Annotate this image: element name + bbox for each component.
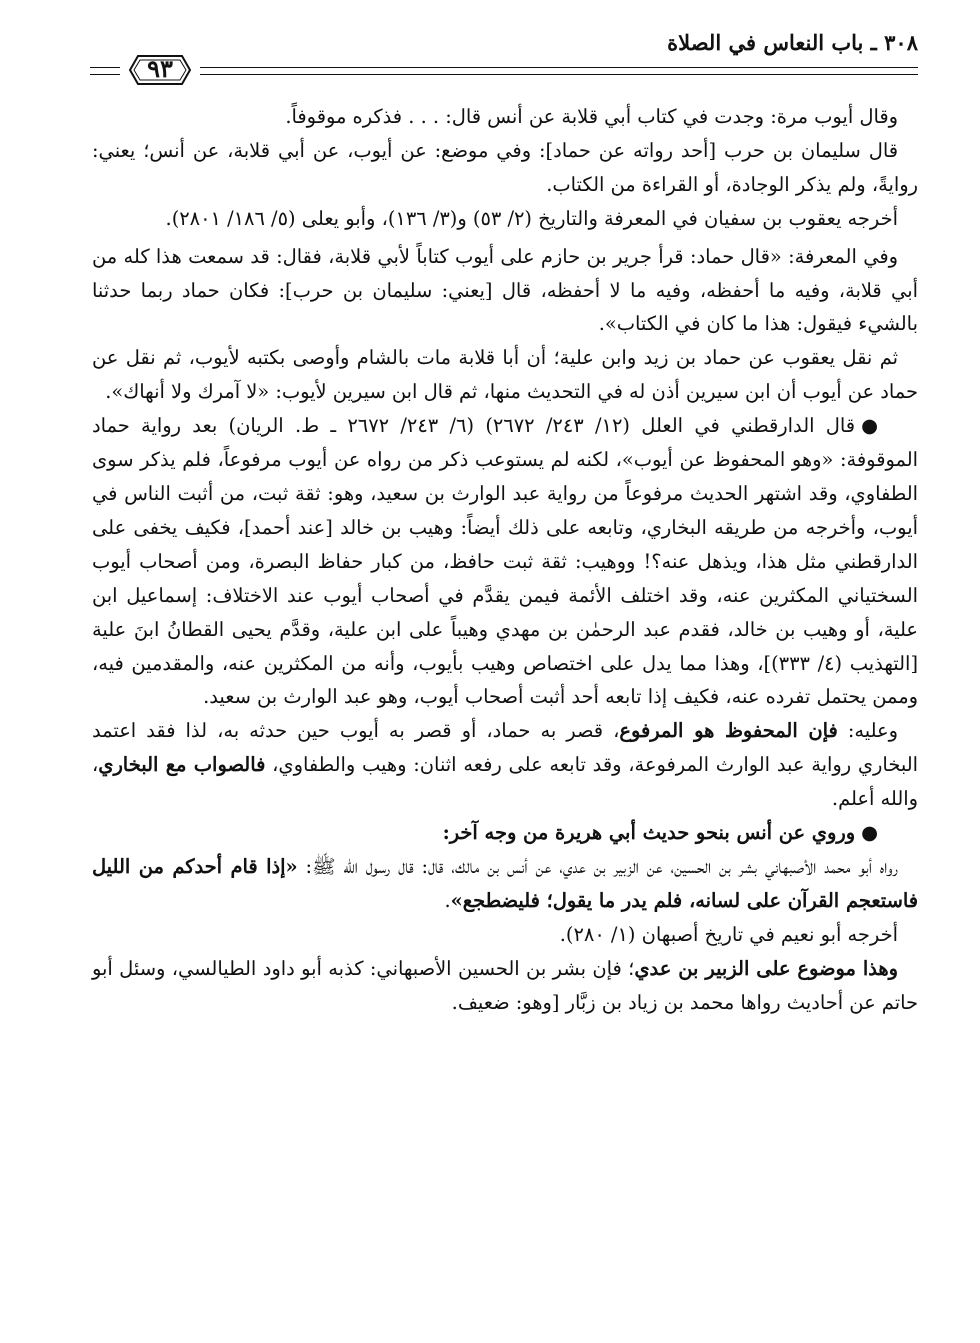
header-rule-left-top (90, 67, 120, 68)
paragraph-10: أخرجه أبو نعيم في تاريخ أصبهان (١/ ٢٨٠). (559, 922, 898, 946)
paragraph-7-emphasis-2: فالصواب مع البخاري (98, 753, 266, 777)
paragraph-7-emphasis-1: فإن المحفوظ هو المرفوع (619, 719, 838, 743)
paragraph-7-lead: وعليه: (837, 719, 898, 743)
header-rule-top (200, 67, 918, 68)
page-number-badge (122, 52, 198, 88)
paragraph-6 (92, 409, 918, 714)
body-text (92, 100, 918, 1019)
paragraph-11 (92, 952, 918, 1020)
paragraph-4: وفي المعرفة: «قال حماد: قرأ جرير بن حازم على أيوب كتاباً لأبي قلابة، فقال: قد سمعت هذا كله من أبي قلابة، وفيه ما أحفظه، وفيه ما لا أحفظه، قال [يعني: سليمان بن حرب]: فكان حماد ربما حدثنا بالشيء فيقول: هذا ما كان في الكتاب». (92, 244, 918, 336)
bullet-icon: ● (861, 821, 878, 845)
bullet-icon: ● (861, 414, 878, 438)
paragraph-6-text: قال الدارقطني في العلل (١٢/ ٢٤٣/ ٢٦٧٢) (٦/ ٢٤٣/ ٢٦٧٢ ـ ط. الريان) بعد رواية حماد الموقوفة: «وهو المحفوظ عن أيوب»، لكنه لم يستوعب ذكر من رواه عن أيوب مرفوعاً، فلم يذكر سوى الطفاوي، وقد اشتهر الحديث مرفوعاً من رواية عبد الوارث بن سعيد، وهو: ثقة ثبت، من أثبت الناس في أيوب، وأخرجه من طريقه البخاري، وتابعه على ذلك أيضاً: وهيب بن خالد [عند أحمد]، فكيف يخفى على الدارقطني مثل هذا، ويذهل عنه؟! ووهيب: ثقة ثبت حافظ، من كبار حفاظ البصرة، ومن أصحاب أيوب السختياني المكثرين عنه، وقد اختلف الأئمة فيمن يقدَّم في أصحاب أيوب عند الاختلاف: إسماعيل ابن علية، أو وهيب بن خالد، فقدم عبد الرحمٰن بن مهدي وهيباً على ابن علية، وقدَّم يحيى القطانُ ابنَ علية [التهذيب (٤/ ٣٣٣)]، وهذا مما يدل على اختصاص وهيب بأيوب، وأنه من المكثرين عنه، والمقدمين فيه، وممن يحتمل تفرده عنه، فكيف إذا تابعه أحد أثبت أصحاب أيوب، وهو عبد الوارث بن سعيد. (92, 414, 919, 709)
paragraph-7-middle: ، قصر به حماد، أو قصر به أيوب حين حدثه به، لذا فقد اعتمد البخاري رواية عبد الوارث المرفوعة، وقد تابعه على رفعه اثنان: وهيب والطفاوي، (92, 719, 918, 777)
section-heading: وروي عن أنس بنحو حديث أبي هريرة من وجه آخر: (442, 821, 856, 845)
hadith-quote: «إذا قام أحدكم من الليل فاستعجم القرآن على لسانه، فلم يدر ما يقول؛ فليضطجع» (92, 854, 918, 912)
paragraph-2: قال سليمان بن حرب [أحد رواته عن حماد]: وفي موضع: عن أيوب، عن أبي قلابة، عن أنس؛ يعني: روايةً، ولم يذكر الوجادة، أو القراءة من الكتاب. (92, 138, 918, 196)
paragraph-5: ثم نقل يعقوب عن حماد بن زيد وابن علية؛ أن أبا قلابة مات بالشام وأوصى بكتبه لأيوب، ثم نقل عن حماد عن أيوب أن ابن سيرين أذن له في التحديث منها، ثم قال ابن سيرين لأيوب: «لا آمرك ولا أنهاك». (92, 346, 918, 404)
paragraph-9-lead: رواه أبو محمد الأصبهاني بشر بن الحسين، عن الزبير بن عدي، عن أنس بن مالك، قال: قال رسول الله ﷺ: (297, 854, 898, 878)
page-header (90, 30, 918, 92)
header-rule-bottom (200, 74, 918, 75)
paragraph-11-emphasis: وهذا موضوع على الزبير بن عدي (634, 956, 899, 980)
paragraph-1: وقال أيوب مرة: وجدت في كتاب أبي قلابة عن أنس قال: . . . فذكره موقوفاً. (285, 105, 898, 128)
paragraph-9 (92, 850, 918, 918)
paragraph-7-end: ، والله أعلم. (92, 753, 918, 811)
paragraph-7 (92, 714, 918, 816)
paragraph-9-end: . (444, 888, 451, 912)
paragraph-11-text: ؛ فإن بشر بن الحسين الأصبهاني: كذبه أبو داود الطيالسي، وسئل أبو حاتم عن أحاديث رواها محمد بن زياد بن زبَّار [وهو: ضعيف. (92, 956, 918, 1014)
page-number: ٩٣ (147, 54, 173, 83)
paragraph-8 (92, 816, 918, 850)
paragraph-3: أخرجه يعقوب بن سفيان في المعرفة والتاريخ (٢/ ٥٣) و(٣/ ١٣٦)، وأبو يعلى (٥/ ١٨٦/ ٢٨٠١). (165, 206, 898, 230)
running-head: ٣٠٨ ـ باب النعاس في الصلاة (667, 30, 918, 55)
header-rule-left-bottom (90, 74, 120, 75)
